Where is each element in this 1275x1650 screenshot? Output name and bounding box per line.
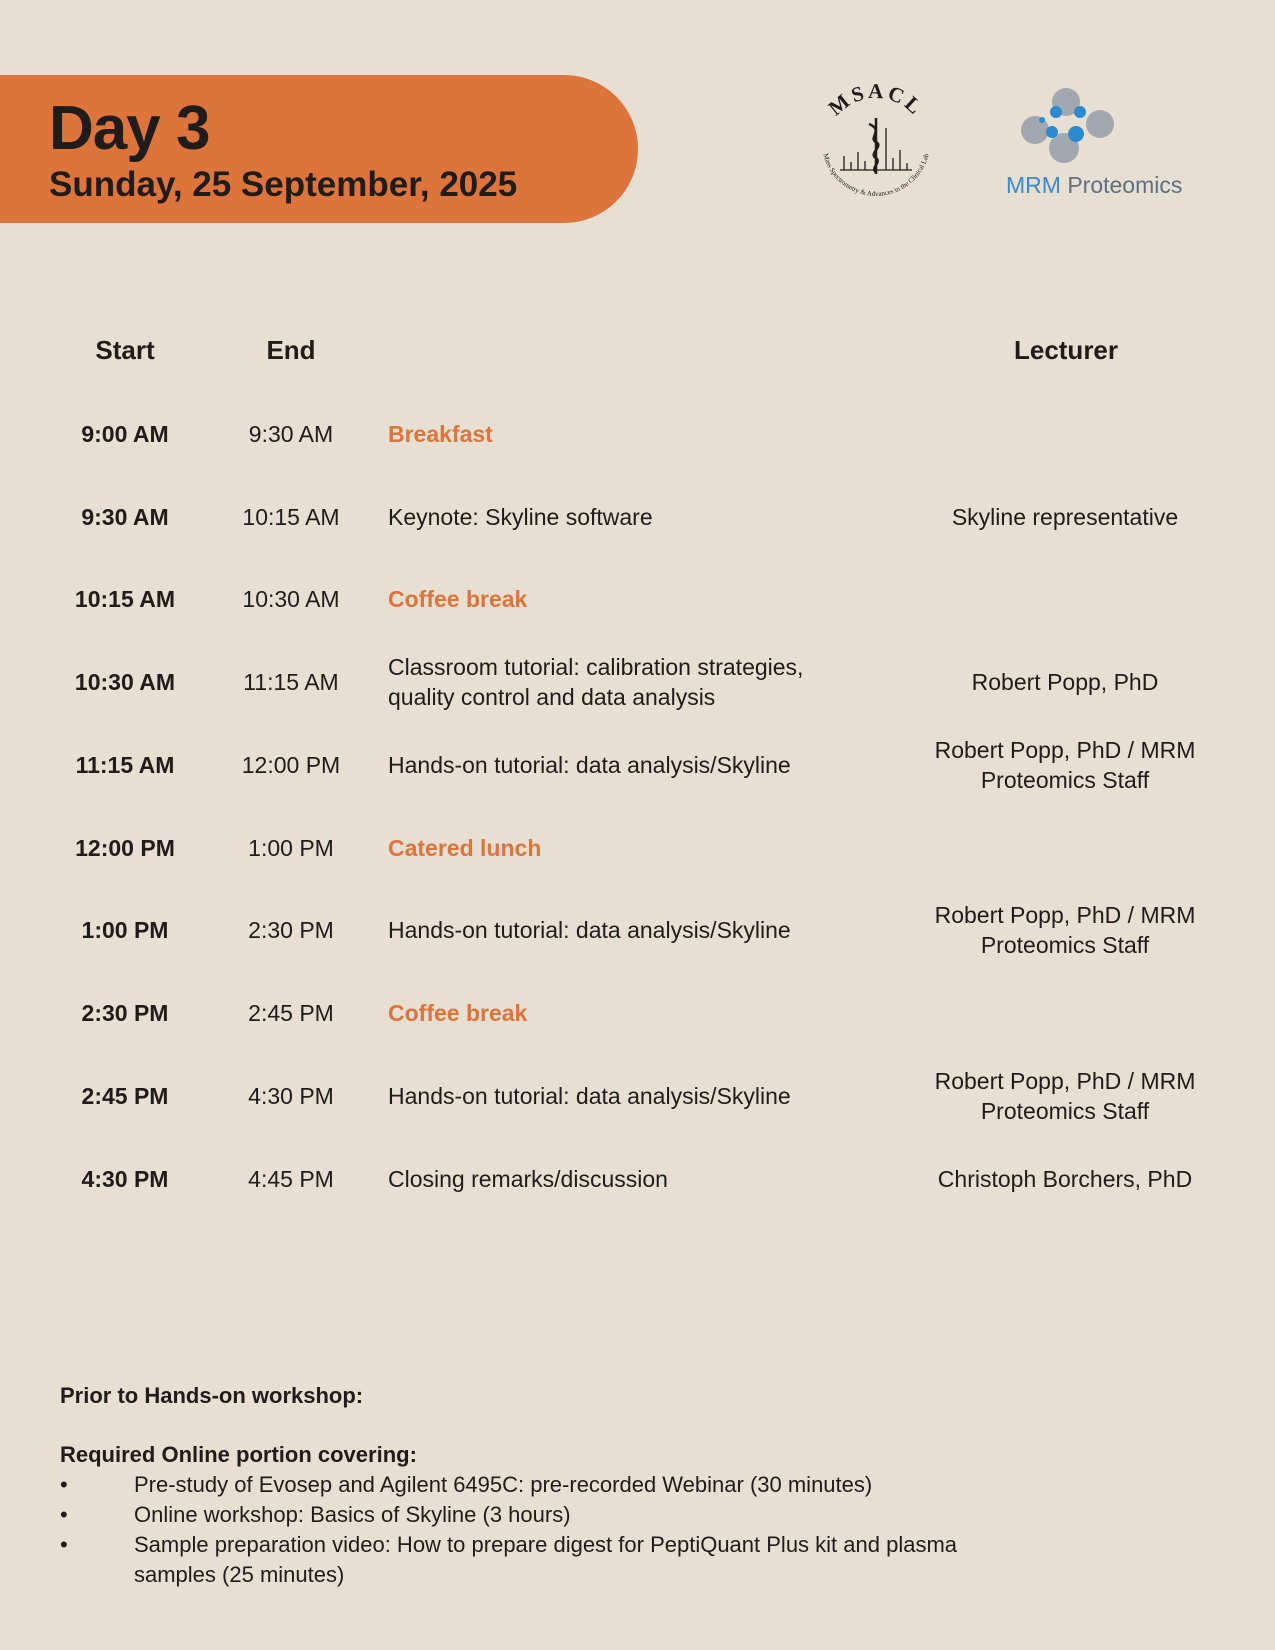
start-time: 9:00 AM [81,421,169,447]
schedule-row [0,720,1275,810]
prior-heading: Prior to Hands-on workshop: [60,1383,364,1408]
lecturer: Robert Popp, PhD / MRM Proteomics Staff [934,1068,1196,1124]
start-time: 2:30 PM [81,1000,169,1026]
session-title: Catered lunch [388,835,542,861]
list-item [60,1500,1160,1530]
start-time: 2:45 PM [81,1083,169,1109]
msacl-logo-title: MSACL [823,82,929,121]
start-time: 9:30 AM [81,504,169,530]
schedule-row [0,968,1275,1058]
schedule-row [0,885,1275,975]
column-header-lecturer: Lecturer [1013,335,1119,365]
day-banner [0,75,638,223]
session-title: Hands-on tutorial: data analysis/Skyline [388,752,791,778]
column-header-start: Start [95,335,155,365]
end-time: 4:30 PM [248,1083,334,1109]
list-item [60,1470,1160,1500]
end-time: 11:15 AM [243,669,339,695]
mrm-wordmark-part: MRM [1006,172,1061,198]
schedule-row [0,554,1275,644]
session-title: Coffee break [388,1000,528,1026]
end-time: 9:30 AM [248,421,334,447]
column-header-end: End [266,335,316,365]
msacl-logo-subtitle: Mass Spectrometry & Advances in the Clinical Lab [821,152,931,199]
start-time: 10:30 AM [74,669,176,695]
mrm-proteomics-wordmark [1006,172,1182,199]
msacl-logo [808,82,944,212]
caduceus-icon [869,118,878,174]
end-time: 1:00 PM [248,835,334,861]
list-item-text: Online workshop: Basics of Skyline (3 hours) [134,1502,571,1527]
list-item [60,1530,1160,1590]
molecule-icon [1021,88,1114,163]
lecturer: Robert Popp, PhD / MRM Proteomics Staff [934,902,1196,958]
bullet-icon: • [60,1502,68,1527]
start-time: 11:15 AM [75,752,175,778]
start-time: 10:15 AM [74,586,176,612]
lecturer: Christoph Borchers, PhD [937,1166,1193,1192]
session-title: Classroom tutorial: calibration strategies, quality control and data analysis [388,654,804,710]
session-title: Closing remarks/discussion [388,1166,668,1192]
required-heading: Required Online portion covering: [60,1442,417,1467]
list-item-text: Pre-study of Evosep and Agilent 6495C: pre-recorded Webinar (30 minutes) [134,1472,873,1497]
end-time: 2:30 PM [248,917,334,943]
schedule-row [0,637,1275,727]
start-time: 1:00 PM [81,917,169,943]
svg-text:MSACL [824,82,929,121]
proteomics-wordmark-part: Proteomics [1067,172,1183,198]
schedule-row [0,803,1275,893]
schedule-row [0,1134,1275,1224]
end-time: 4:45 PM [248,1166,334,1192]
session-title: Hands-on tutorial: data analysis/Skyline [388,917,791,943]
schedule-row [0,1051,1275,1141]
session-title: Hands-on tutorial: data analysis/Skyline [388,1083,791,1109]
requirements-list [60,1470,1160,1590]
start-time: 4:30 PM [81,1166,169,1192]
schedule-row [0,472,1275,562]
bullet-icon: • [60,1532,68,1557]
end-time: 10:30 AM [242,586,340,612]
lecturer: Skyline representative [951,504,1179,530]
bullet-icon: • [60,1472,68,1497]
list-item-text: Sample preparation video: How to prepare digest for PeptiQuant Plus kit and plasma samples (25 minutes) [134,1532,958,1587]
schedule-row [0,389,1275,479]
start-time: 12:00 PM [75,835,175,861]
lecturer: Robert Popp, PhD [971,669,1159,695]
session-title: Coffee break [388,586,528,612]
end-time: 10:15 AM [242,504,340,530]
lecturer: Robert Popp, PhD / MRM Proteomics Staff [934,737,1196,793]
session-title: Keynote: Skyline software [388,504,653,530]
session-title: Breakfast [388,421,493,447]
end-time: 2:45 PM [248,1000,334,1026]
day-title: Day 3 [49,94,210,163]
day-date: Sunday, 25 September, 2025 [49,165,518,204]
end-time: 12:00 PM [241,752,341,778]
